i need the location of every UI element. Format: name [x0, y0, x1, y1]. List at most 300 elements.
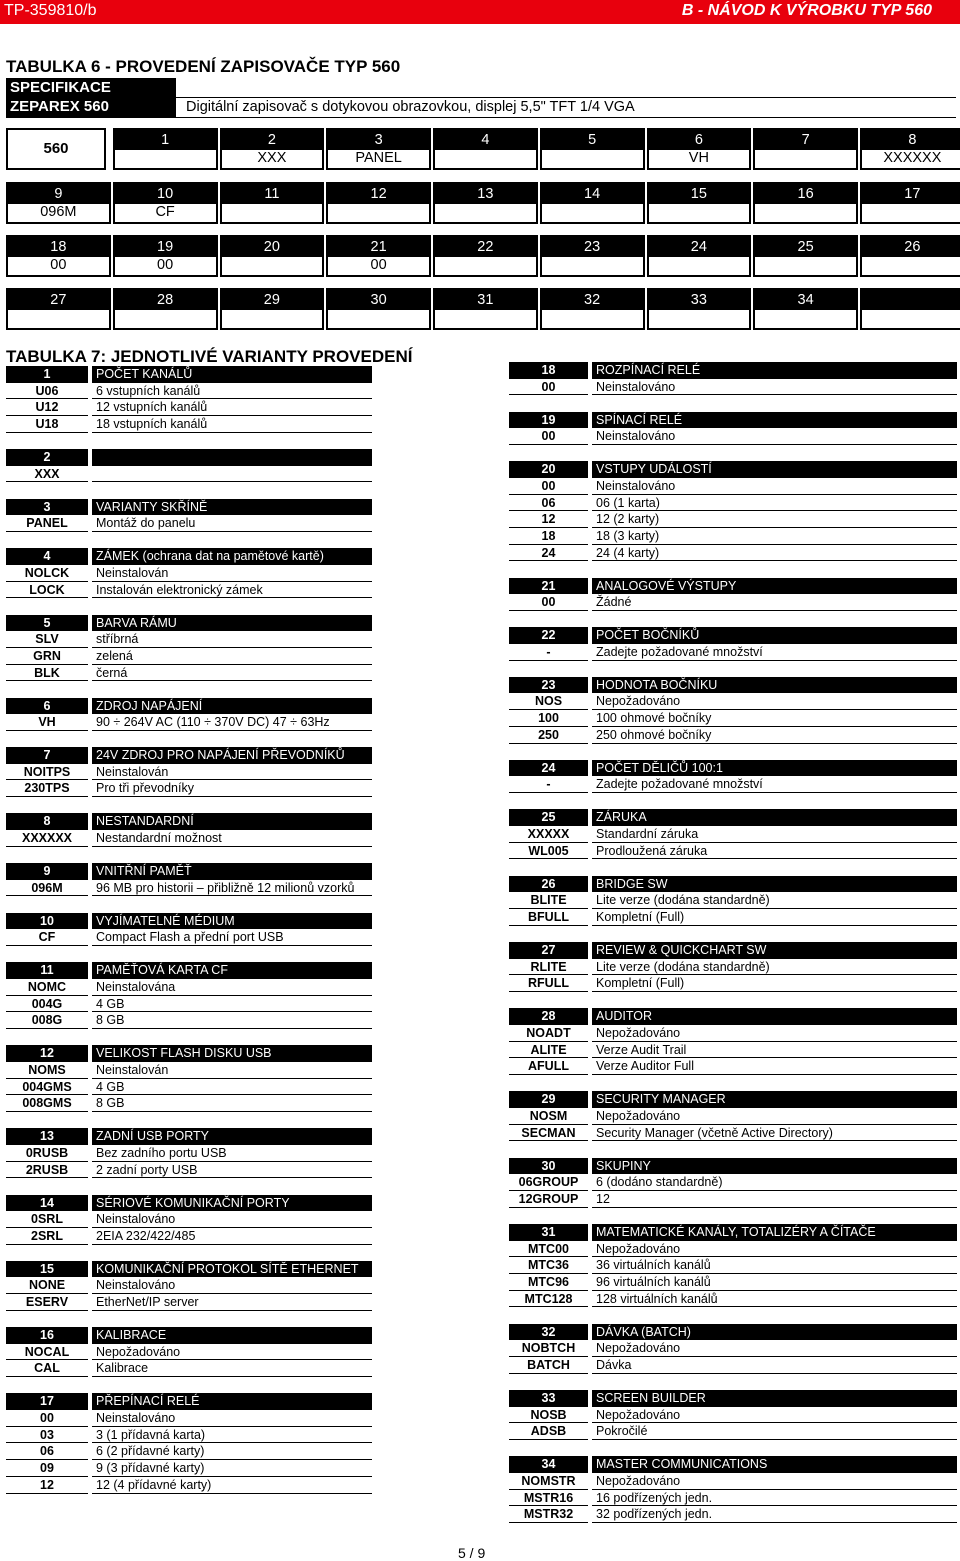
option-cell — [326, 128, 431, 170]
variant-number: 32 — [509, 1324, 588, 1341]
option-value — [222, 202, 323, 222]
option-code: 03 — [6, 1427, 88, 1444]
option-number: 32 — [542, 290, 643, 310]
option-cell — [540, 182, 645, 224]
option-description: Bez zadního portu USB — [92, 1145, 372, 1162]
variant-number: 18 — [509, 362, 588, 379]
option-code: NOMC — [6, 979, 88, 996]
variant-title: SKUPINY — [592, 1158, 957, 1175]
option-number: 18 — [8, 237, 109, 257]
variant-title: ZADNÍ USB PORTY — [92, 1128, 372, 1145]
option-number: 3 — [328, 130, 429, 150]
option-description: 24 (4 karty) — [592, 545, 957, 562]
option-description: 06 (1 karta) — [592, 495, 957, 512]
option-cell — [113, 182, 218, 224]
variant-number: 29 — [509, 1091, 588, 1108]
variant-title: VNITŘNÍ PAMĚŤ — [92, 863, 372, 880]
option-code: 00 — [509, 594, 588, 611]
option-cell — [113, 288, 218, 330]
option-code: RFULL — [509, 975, 588, 992]
option-code: U06 — [6, 383, 88, 400]
spec-label: SPECIFIKACE — [6, 78, 176, 97]
option-cell — [433, 235, 538, 277]
option-description: stříbrná — [92, 631, 372, 648]
option-description: 9 (3 přídavné karty) — [92, 1460, 372, 1477]
variant-number: 17 — [6, 1393, 88, 1410]
option-description: 36 virtuálních kanálů — [592, 1257, 957, 1274]
option-cell — [860, 288, 960, 330]
option-cell — [6, 288, 111, 330]
option-code: 12GROUP — [509, 1191, 588, 1208]
option-description: 16 podřízených jedn. — [592, 1490, 957, 1507]
option-description: Standardní záruka — [592, 826, 957, 843]
variant-title: KALIBRACE — [92, 1327, 372, 1344]
option-description: 32 podřízených jedn. — [592, 1506, 957, 1523]
model-cell: 560 — [6, 128, 106, 170]
variant-title: PAMĚŤOVÁ KARTA CF — [92, 962, 372, 979]
option-description: 100 ohmové bočníky — [592, 710, 957, 727]
option-number: 27 — [8, 290, 109, 310]
option-value — [649, 255, 750, 275]
option-code: 250 — [509, 727, 588, 744]
option-number: 8 — [862, 130, 960, 150]
option-number: 14 — [542, 184, 643, 204]
option-description: Zadejte požadované množství — [592, 644, 957, 661]
variant-title: BARVA RÁMU — [92, 615, 372, 632]
option-description: 8 GB — [92, 1012, 372, 1029]
variant-number: 9 — [6, 863, 88, 880]
option-description: Instalován elektronický zámek — [92, 582, 372, 599]
option-description: Montáž do panelu — [92, 515, 372, 532]
option-value: 00 — [370, 257, 387, 273]
variant-number: 14 — [6, 1195, 88, 1212]
option-value — [115, 148, 216, 168]
option-value — [755, 255, 856, 275]
option-number: 24 — [649, 237, 750, 257]
option-description: Nepožadováno — [592, 1241, 957, 1258]
option-number: 17 — [862, 184, 960, 204]
option-code: MTC36 — [509, 1257, 588, 1274]
variant-title: VARIANTY SKŘÍNĚ — [92, 499, 372, 516]
option-code: 004G — [6, 996, 88, 1013]
option-description: Neinstalováno — [92, 1410, 372, 1427]
option-code: LOCK — [6, 582, 88, 599]
variant-number: 30 — [509, 1158, 588, 1175]
option-description: Žádné — [592, 594, 957, 611]
spec-row — [6, 78, 956, 98]
variant-number: 13 — [6, 1128, 88, 1145]
option-description: 2EIA 232/422/485 — [92, 1228, 372, 1245]
variant-number: 2 — [6, 449, 88, 466]
option-number: 9 — [8, 184, 109, 204]
variant-number: 12 — [6, 1045, 88, 1062]
option-cell — [540, 128, 645, 170]
option-code: ALITE — [509, 1042, 588, 1059]
option-value — [222, 308, 323, 328]
variant-number: 25 — [509, 809, 588, 826]
option-code: 06 — [6, 1443, 88, 1460]
option-value — [542, 148, 643, 168]
option-code: NOSB — [509, 1407, 588, 1424]
option-code: VH — [6, 714, 88, 731]
option-description: 96 MB pro historii – přibližně 12 milionů vzorků — [92, 880, 372, 897]
option-number: 25 — [755, 237, 856, 257]
option-description: zelená — [92, 648, 372, 665]
option-value — [542, 202, 643, 222]
option-description: EtherNet/IP server — [92, 1294, 372, 1311]
variant-title — [92, 449, 372, 466]
option-description: Neinstalován — [92, 1062, 372, 1079]
option-cell — [433, 182, 538, 224]
option-number: 13 — [435, 184, 536, 204]
option-cell — [753, 235, 858, 277]
option-description: Lite verze (dodána standardně) — [592, 959, 957, 976]
option-description: Neinstalován — [92, 565, 372, 582]
variant-number: 4 — [6, 548, 88, 565]
variant-title: ZÁMEK (ochrana dat na pamětové kartě) — [92, 548, 372, 565]
option-code: MSTR16 — [509, 1490, 588, 1507]
option-code: 00 — [509, 428, 588, 445]
option-value — [435, 148, 536, 168]
zeparex-description: Digitální zapisovač s dotykovou obrazovkou, displej 5,5" TFT 1/4 VGA — [186, 99, 635, 115]
option-number: 2 — [222, 130, 323, 150]
variant-number: 7 — [6, 747, 88, 764]
option-number: 5 — [542, 130, 643, 150]
option-description: Nepožadováno — [592, 1025, 957, 1042]
option-value: 00 — [157, 257, 174, 273]
variant-title: ANALOGOVÉ VÝSTUPY — [592, 578, 957, 595]
variant-title: SCREEN BUILDER — [592, 1390, 957, 1407]
option-description: 18 vstupních kanálů — [92, 416, 372, 433]
option-code: NOS — [509, 693, 588, 710]
option-code: 24 — [509, 545, 588, 562]
option-code: 0RUSB — [6, 1145, 88, 1162]
variant-number: 6 — [6, 698, 88, 715]
variant-title: BRIDGE SW — [592, 876, 957, 893]
document-code: TP-359810/b — [4, 2, 97, 19]
option-description: Verze Audit Trail — [592, 1042, 957, 1059]
option-code: 2SRL — [6, 1228, 88, 1245]
option-code: NOMSTR — [509, 1473, 588, 1490]
option-code: ESERV — [6, 1294, 88, 1311]
variant-title: DÁVKA (BATCH) — [592, 1324, 957, 1341]
variant-title: ROZPÍNACÍ RELÉ — [592, 362, 957, 379]
variant-number: 23 — [509, 677, 588, 694]
option-number: 33 — [649, 290, 750, 310]
variant-number: 8 — [6, 813, 88, 830]
option-description: 4 GB — [92, 1079, 372, 1096]
option-value: VH — [688, 150, 709, 166]
option-description: 6 vstupních kanálů — [92, 383, 372, 400]
option-cell — [860, 235, 960, 277]
option-code: 09 — [6, 1460, 88, 1477]
option-cell — [860, 182, 960, 224]
variant-title: MATEMATICKÉ KANÁLY, TOTALIZÉRY A ČÍTAČE — [592, 1224, 957, 1241]
option-description: 18 (3 karty) — [592, 528, 957, 545]
variant-title: HODNOTA BOČNÍKU — [592, 677, 957, 694]
option-number: 1 — [115, 130, 216, 150]
option-description: Nepožadováno — [592, 1108, 957, 1125]
option-code: - — [509, 644, 588, 661]
option-code: 18 — [509, 528, 588, 545]
option-cell — [647, 235, 752, 277]
option-number: 30 — [328, 290, 429, 310]
variant-number: 3 — [6, 499, 88, 516]
option-value — [649, 308, 750, 328]
option-code: ADSB — [509, 1423, 588, 1440]
option-code: MSTR32 — [509, 1506, 588, 1523]
variant-title: VSTUPY UDÁLOSTÍ — [592, 461, 957, 478]
option-description: 96 virtuálních kanálů — [592, 1274, 957, 1291]
option-number: 22 — [435, 237, 536, 257]
variant-number: 26 — [509, 876, 588, 893]
variant-title: SÉRIOVÉ KOMUNIKAČNÍ PORTY — [92, 1195, 372, 1212]
option-cell — [647, 288, 752, 330]
option-description: Neinstalováno — [592, 478, 957, 495]
option-description: 12 (4 přídavné karty) — [92, 1477, 372, 1494]
variant-number: 10 — [6, 913, 88, 930]
variant-title: MASTER COMMUNICATIONS — [592, 1456, 957, 1473]
option-cell — [540, 288, 645, 330]
option-description: Neinstalováno — [592, 428, 957, 445]
option-number: 12 — [328, 184, 429, 204]
option-cell — [753, 288, 858, 330]
option-code: 06 — [509, 495, 588, 512]
variant-number: 27 — [509, 942, 588, 959]
option-value — [115, 308, 216, 328]
variant-number: 22 — [509, 627, 588, 644]
option-code: 12 — [509, 511, 588, 528]
option-code: PANEL — [6, 515, 88, 532]
option-code: RLITE — [509, 959, 588, 976]
option-code: U12 — [6, 399, 88, 416]
option-cell — [326, 182, 431, 224]
option-description: Nepožadováno — [592, 1340, 957, 1357]
option-description: Neinstalováno — [592, 379, 957, 396]
option-value — [435, 308, 536, 328]
option-value — [862, 202, 960, 222]
variant-number: 1 — [6, 366, 88, 383]
option-code: NOITPS — [6, 764, 88, 781]
option-number: 29 — [222, 290, 323, 310]
option-description: Zadejte požadované množství — [592, 776, 957, 793]
option-description: 90 ÷ 264V AC (110 ÷ 370V DC) 47 ÷ 63Hz — [92, 714, 372, 731]
option-description: Prodloužená záruka — [592, 843, 957, 860]
option-code: MTC96 — [509, 1274, 588, 1291]
option-description: Pokročilé — [592, 1423, 957, 1440]
option-code: - — [509, 776, 588, 793]
variant-number: 34 — [509, 1456, 588, 1473]
option-cell — [433, 128, 538, 170]
variant-title: KOMUNIKAČNÍ PROTOKOL SÍTĚ ETHERNET — [92, 1261, 372, 1278]
option-description: Neinstalováno — [92, 1277, 372, 1294]
option-description: 12 — [592, 1191, 957, 1208]
variant-number: 24 — [509, 760, 588, 777]
option-value: 096M — [40, 204, 77, 220]
option-cell — [860, 128, 960, 170]
option-value: 00 — [50, 257, 67, 273]
option-code: 230TPS — [6, 780, 88, 797]
option-cell — [6, 182, 111, 224]
variant-number: 15 — [6, 1261, 88, 1278]
option-code: 00 — [6, 1410, 88, 1427]
option-description: Kompletní (Full) — [592, 909, 957, 926]
option-description: 6 (dodáno standardně) — [592, 1174, 957, 1191]
option-description: Pro tři převodníky — [92, 780, 372, 797]
option-cell — [326, 288, 431, 330]
option-code: 0SRL — [6, 1211, 88, 1228]
option-code: BATCH — [509, 1357, 588, 1374]
option-description: Dávka — [592, 1357, 957, 1374]
option-cell — [433, 288, 538, 330]
variant-title: ZDROJ NAPÁJENÍ — [92, 698, 372, 715]
option-description: Nestandardní možnost — [92, 830, 372, 847]
option-value: XXXXXX — [883, 150, 942, 166]
option-code: AFULL — [509, 1058, 588, 1075]
option-description — [92, 466, 372, 483]
option-code: U18 — [6, 416, 88, 433]
option-cell — [220, 288, 325, 330]
option-cell — [647, 182, 752, 224]
option-value: XXX — [257, 150, 287, 166]
option-code: XXXXX — [509, 826, 588, 843]
option-number: 31 — [435, 290, 536, 310]
option-code: BLITE — [509, 892, 588, 909]
option-number: 20 — [222, 237, 323, 257]
option-value — [435, 255, 536, 275]
option-code: CF — [6, 929, 88, 946]
option-cell — [753, 128, 858, 170]
option-code: NOADT — [509, 1025, 588, 1042]
option-description: Verze Auditor Full — [592, 1058, 957, 1075]
option-description: 250 ohmové bočníky — [592, 727, 957, 744]
option-value — [862, 308, 960, 328]
option-code: 00 — [509, 478, 588, 495]
zeparex-row — [6, 97, 956, 118]
variant-number: 21 — [509, 578, 588, 595]
option-description: Neinstalováno — [92, 1211, 372, 1228]
option-number: 21 — [328, 237, 429, 257]
option-cell — [220, 182, 325, 224]
option-description: Nepožadováno — [592, 693, 957, 710]
variant-title: POČET DĚLIČŮ 100:1 — [592, 760, 957, 777]
option-code: NOLCK — [6, 565, 88, 582]
option-description: Nepožadováno — [92, 1344, 372, 1361]
option-code: NONE — [6, 1277, 88, 1294]
option-cell — [540, 235, 645, 277]
option-code: BLK — [6, 665, 88, 682]
option-code: SECMAN — [509, 1125, 588, 1142]
variant-number: 28 — [509, 1008, 588, 1025]
variant-title: POČET BOČNÍKŮ — [592, 627, 957, 644]
option-number: 7 — [755, 130, 856, 150]
option-code: 06GROUP — [509, 1174, 588, 1191]
option-description: Kompletní (Full) — [592, 975, 957, 992]
variant-title: ZÁRUKA — [592, 809, 957, 826]
variant-number: 31 — [509, 1224, 588, 1241]
option-description: 6 (2 přídavné karty) — [92, 1443, 372, 1460]
option-value — [755, 148, 856, 168]
variant-title: VELIKOST FLASH DISKU USB — [92, 1045, 372, 1062]
option-number: 10 — [115, 184, 216, 204]
option-code: MTC128 — [509, 1291, 588, 1308]
option-code: CAL — [6, 1360, 88, 1377]
option-description: Nepožadováno — [592, 1407, 957, 1424]
option-number: 23 — [542, 237, 643, 257]
variant-number: 16 — [6, 1327, 88, 1344]
option-description: černá — [92, 665, 372, 682]
option-code: 100 — [509, 710, 588, 727]
option-number: 6 — [649, 130, 750, 150]
variant-title: SECURITY MANAGER — [592, 1091, 957, 1108]
document-title: B - NÁVOD K VÝROBKU TYP 560 — [681, 2, 932, 19]
option-description: 3 (1 přídavná karta) — [92, 1427, 372, 1444]
option-description: Security Manager (včetně Active Directory) — [592, 1125, 957, 1142]
option-code: MTC00 — [509, 1241, 588, 1258]
option-number: 26 — [862, 237, 960, 257]
option-number: 28 — [115, 290, 216, 310]
option-code: 2RUSB — [6, 1162, 88, 1179]
option-code: 008GMS — [6, 1095, 88, 1112]
option-value — [649, 202, 750, 222]
option-number: 16 — [755, 184, 856, 204]
option-code: 004GMS — [6, 1079, 88, 1096]
option-cell — [647, 128, 752, 170]
option-code: NOBTCH — [509, 1340, 588, 1357]
option-code: 008G — [6, 1012, 88, 1029]
option-code: NOMS — [6, 1062, 88, 1079]
option-value — [755, 202, 856, 222]
option-code: GRN — [6, 648, 88, 665]
variant-title: NESTANDARDNÍ — [92, 813, 372, 830]
option-code: SLV — [6, 631, 88, 648]
option-code: 096M — [6, 880, 88, 897]
option-value — [542, 255, 643, 275]
option-description: Nepožadováno — [592, 1473, 957, 1490]
option-value — [435, 202, 536, 222]
option-cell — [326, 235, 431, 277]
table7-title: TABULKA 7: JEDNOTLIVÉ VARIANTY PROVEDENÍ — [6, 347, 413, 366]
option-value: PANEL — [355, 150, 402, 166]
variant-title: SPÍNACÍ RELÉ — [592, 412, 957, 429]
option-description: Lite verze (dodána standardně) — [592, 892, 957, 909]
option-code: XXXXXX — [6, 830, 88, 847]
option-code: NOCAL — [6, 1344, 88, 1361]
variant-number: 5 — [6, 615, 88, 632]
option-number: 11 — [222, 184, 323, 204]
option-description: 128 virtuálních kanálů — [592, 1291, 957, 1308]
option-code: XXX — [6, 466, 88, 483]
option-value — [8, 308, 109, 328]
option-value — [542, 308, 643, 328]
option-code: WL005 — [509, 843, 588, 860]
option-value — [222, 255, 323, 275]
option-number: 4 — [435, 130, 536, 150]
variant-title: REVIEW & QUICKCHART SW — [592, 942, 957, 959]
option-value — [862, 255, 960, 275]
option-number: 15 — [649, 184, 750, 204]
variant-title: POČET KANÁLŮ — [92, 366, 372, 383]
option-cell — [113, 128, 218, 170]
option-code: 00 — [509, 379, 588, 396]
option-cell — [6, 235, 111, 277]
option-description: 12 vstupních kanálů — [92, 399, 372, 416]
option-value: CF — [155, 204, 175, 220]
variant-title: 24V ZDROJ PRO NAPÁJENÍ PŘEVODNÍKŮ — [92, 747, 372, 764]
option-code: 12 — [6, 1477, 88, 1494]
variant-number: 33 — [509, 1390, 588, 1407]
variant-title: PŘEPÍNACÍ RELÉ — [92, 1393, 372, 1410]
